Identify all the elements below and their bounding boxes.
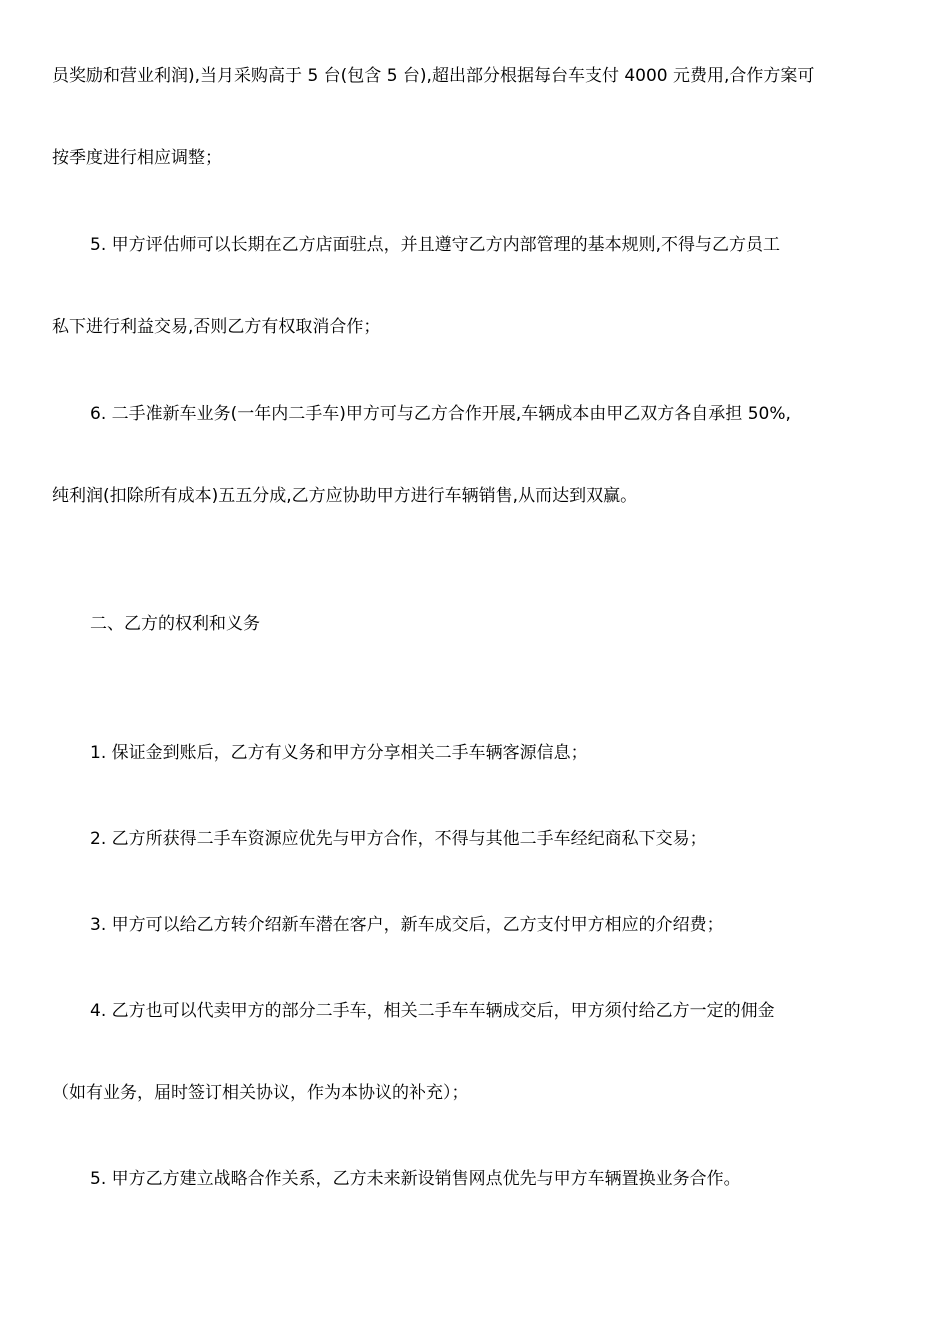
list-item-1: 1. 保证金到账后，乙方有义务和甲方分享相关二手车辆客源信息； bbox=[90, 743, 588, 763]
list-item-2: 2. 乙方所获得二手车资源应优先与甲方合作，不得与其他二手车经纪商私下交易； bbox=[90, 829, 707, 849]
list-item-6: 6. 二手准新车业务(一年内二手车)甲方可与乙方合作开展,车辆成本由甲乙双方各自承担 50%, bbox=[90, 404, 791, 424]
section-heading: 二、乙方的权利和义务 bbox=[90, 614, 260, 634]
list-item-5-section2: 5. 甲方乙方建立战略合作关系，乙方未来新设销售网点优先与甲方车辆置换业务合作。 bbox=[90, 1169, 741, 1189]
list-item-5-continued: 私下进行利益交易,否则乙方有权取消合作； bbox=[52, 317, 381, 337]
list-item-4-continued: （如有业务，届时签订相关协议，作为本协议的补充）； bbox=[52, 1083, 469, 1103]
list-item-4: 4. 乙方也可以代卖甲方的部分二手车，相关二手车车辆成交后，甲方须付给乙方一定的佣金 bbox=[90, 1001, 775, 1021]
list-item-3: 3. 甲方可以给乙方转介绍新车潜在客户，新车成交后，乙方支付甲方相应的介绍费； bbox=[90, 915, 724, 935]
list-item-5: 5. 甲方评估师可以长期在乙方店面驻点，并且遵守乙方内部管理的基本规则,不得与乙方员工 bbox=[90, 235, 781, 255]
list-item-6-continued: 纯利润(扣除所有成本)五五分成,乙方应协助甲方进行车辆销售,从而达到双赢。 bbox=[52, 486, 638, 506]
paragraph-line: 按季度进行相应调整； bbox=[52, 148, 222, 168]
paragraph-line: 员奖励和营业利润),当月采购高于 5 台(包含 5 台),超出部分根据每台车支付 4000 元费用,合作方案可 bbox=[52, 66, 815, 86]
